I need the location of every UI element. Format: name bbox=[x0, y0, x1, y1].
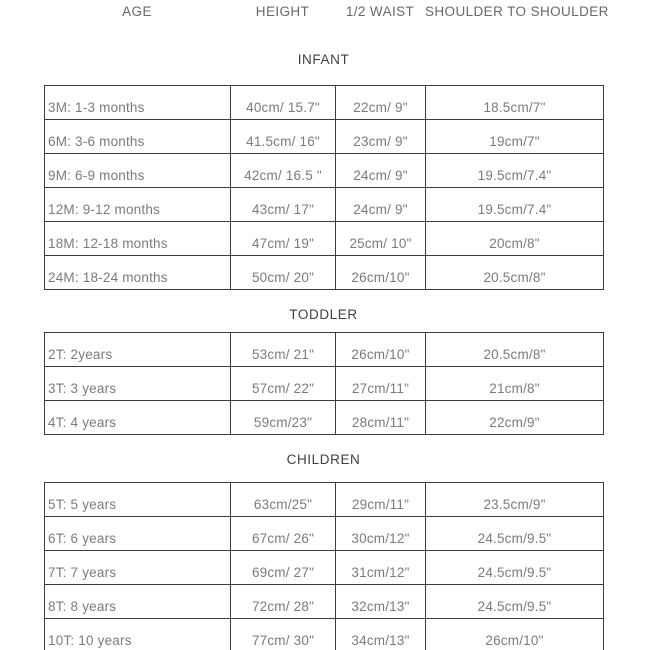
column-header-waist: 1/2 WAIST bbox=[345, 4, 415, 19]
waist-cell: 29cm/11" bbox=[336, 483, 426, 517]
shoulder-cell: 24.5cm/9.5" bbox=[426, 551, 604, 585]
shoulder-cell: 24.5cm/9.5" bbox=[426, 517, 604, 551]
column-header-height: HEIGHT bbox=[255, 4, 310, 19]
shoulder-cell: 26cm/10" bbox=[426, 619, 604, 650]
age-cell: 10T: 10 years bbox=[45, 619, 231, 650]
table-row bbox=[45, 585, 604, 619]
table-row bbox=[45, 483, 604, 517]
age-cell: 5T: 5 years bbox=[45, 483, 231, 517]
height-cell: 40cm/ 15.7" bbox=[231, 86, 336, 120]
height-cell: 69cm/ 27" bbox=[231, 551, 336, 585]
shoulder-cell: 20.5cm/8" bbox=[426, 256, 604, 290]
age-cell: 6T: 6 years bbox=[45, 517, 231, 551]
table-row bbox=[45, 120, 604, 154]
height-cell: 53cm/ 21" bbox=[231, 333, 336, 367]
height-cell: 77cm/ 30" bbox=[231, 619, 336, 650]
shoulder-cell: 22cm/9" bbox=[426, 401, 604, 435]
shoulder-cell: 19cm/7" bbox=[426, 120, 604, 154]
table-row bbox=[45, 154, 604, 188]
size-table-children bbox=[44, 482, 604, 650]
size-table-infant bbox=[44, 85, 604, 290]
age-cell: 2T: 2years bbox=[45, 333, 231, 367]
height-cell: 47cm/ 19" bbox=[231, 222, 336, 256]
table-row bbox=[45, 619, 604, 650]
section-toddler bbox=[0, 306, 650, 435]
waist-cell: 32cm/13" bbox=[336, 585, 426, 619]
column-header-row bbox=[44, 3, 609, 21]
table-row bbox=[45, 86, 604, 120]
shoulder-cell: 21cm/8" bbox=[426, 367, 604, 401]
section-infant bbox=[0, 51, 650, 290]
height-cell: 59cm/23" bbox=[231, 401, 336, 435]
waist-cell: 23cm/ 9" bbox=[336, 120, 426, 154]
waist-cell: 30cm/12" bbox=[336, 517, 426, 551]
age-cell: 12M: 9-12 months bbox=[45, 188, 231, 222]
table-row bbox=[45, 551, 604, 585]
age-cell: 8T: 8 years bbox=[45, 585, 231, 619]
height-cell: 43cm/ 17" bbox=[231, 188, 336, 222]
waist-cell: 27cm/11" bbox=[336, 367, 426, 401]
table-row bbox=[45, 256, 604, 290]
height-cell: 72cm/ 28" bbox=[231, 585, 336, 619]
section-title-infant: INFANT bbox=[297, 52, 350, 67]
table-row bbox=[45, 517, 604, 551]
table-row bbox=[45, 401, 604, 435]
height-cell: 41.5cm/ 16" bbox=[231, 120, 336, 154]
table-row bbox=[45, 188, 604, 222]
column-header-age: AGE bbox=[122, 4, 152, 19]
waist-cell: 24cm/ 9" bbox=[336, 154, 426, 188]
age-cell: 24M: 18-24 months bbox=[45, 256, 231, 290]
shoulder-cell: 18.5cm/7" bbox=[426, 86, 604, 120]
age-cell: 6M: 3-6 months bbox=[45, 120, 231, 154]
column-header-shoulder: SHOULDER TO SHOULDER bbox=[425, 4, 609, 19]
waist-cell: 28cm/11" bbox=[336, 401, 426, 435]
waist-cell: 22cm/ 9" bbox=[336, 86, 426, 120]
height-cell: 50cm/ 20" bbox=[231, 256, 336, 290]
height-cell: 42cm/ 16.5 " bbox=[231, 154, 336, 188]
shoulder-cell: 24.5cm/9.5" bbox=[426, 585, 604, 619]
table-row bbox=[45, 333, 604, 367]
age-cell: 3M: 1-3 months bbox=[45, 86, 231, 120]
size-table-toddler bbox=[44, 332, 604, 435]
table-row bbox=[45, 222, 604, 256]
age-cell: 3T: 3 years bbox=[45, 367, 231, 401]
shoulder-cell: 19.5cm/7.4" bbox=[426, 188, 604, 222]
waist-cell: 26cm/10" bbox=[336, 333, 426, 367]
shoulder-cell: 20.5cm/8" bbox=[426, 333, 604, 367]
age-cell: 4T: 4 years bbox=[45, 401, 231, 435]
shoulder-cell: 20cm/8" bbox=[426, 222, 604, 256]
table-row bbox=[45, 367, 604, 401]
age-cell: 18M: 12-18 months bbox=[45, 222, 231, 256]
age-cell: 7T: 7 years bbox=[45, 551, 231, 585]
section-title-toddler: TODDLER bbox=[289, 307, 358, 322]
age-cell: 9M: 6-9 months bbox=[45, 154, 231, 188]
waist-cell: 31cm/12" bbox=[336, 551, 426, 585]
size-chart-page bbox=[0, 3, 650, 650]
waist-cell: 26cm/10" bbox=[336, 256, 426, 290]
waist-cell: 34cm/13" bbox=[336, 619, 426, 650]
waist-cell: 25cm/ 10" bbox=[336, 222, 426, 256]
height-cell: 63cm/25" bbox=[231, 483, 336, 517]
section-title-children: CHILDREN bbox=[286, 452, 361, 467]
height-cell: 67cm/ 26" bbox=[231, 517, 336, 551]
height-cell: 57cm/ 22" bbox=[231, 367, 336, 401]
waist-cell: 24cm/ 9" bbox=[336, 188, 426, 222]
section-children bbox=[0, 451, 650, 650]
shoulder-cell: 23.5cm/9" bbox=[426, 483, 604, 517]
shoulder-cell: 19.5cm/7.4" bbox=[426, 154, 604, 188]
